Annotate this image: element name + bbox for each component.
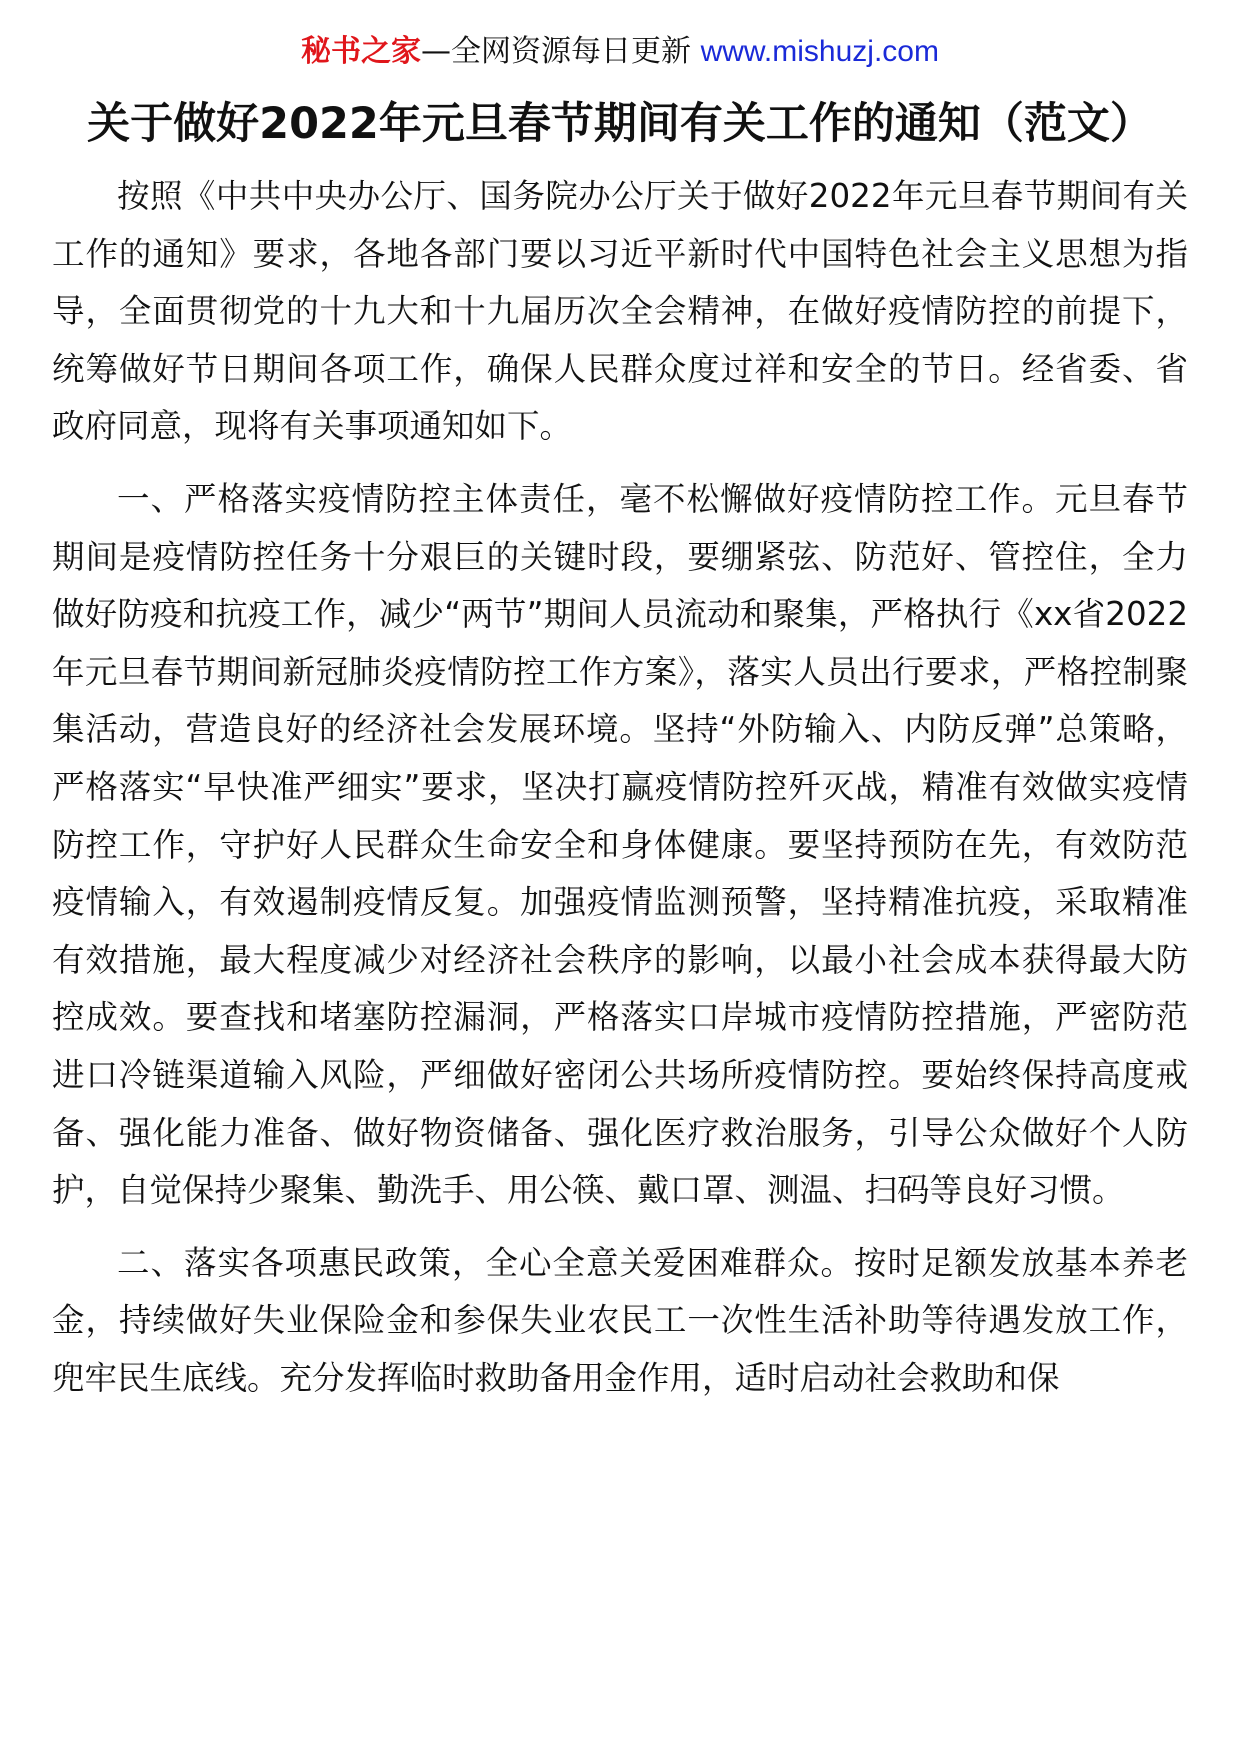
document-body bbox=[52, 168, 1188, 1422]
paragraph-intro: 按照《中共中央办公厅、国务院办公厅关于做好2022年元旦春节期间有关工作的通知》要求，各地各部门要以习近平新时代中国特色社会主义思想为指导，全面贯彻党的十九大和十九届历次全会精神，在做好疫情防控的前提下，统筹做好节日期间各项工作，确保人民群众度过祥和安全的节日。经省委、省政府同意，现将有关事项通知如下。 bbox=[52, 177, 1188, 446]
site-name: 秘书之家 bbox=[301, 34, 422, 69]
site-url-link[interactable]: www.mishuzj.com bbox=[700, 35, 939, 68]
paragraph-section-1: 一、严格落实疫情防控主体责任，毫不松懈做好疫情防控工作。元旦春节期间是疫情防控任务十分艰巨的关键时段，要绷紧弦、防范好、管控住，全力做好防疫和抗疫工作，减少“两节”期间人员流动和聚集，严格执行《xx省2022年元旦春节期间新冠肺炎疫情防控工作方案》，落实人员出行要求，严格控制聚集活动，营造良好的经济社会发展环境。坚持“外防输入、内防反弹”总策略，严格落实“早快准严细实”要求，坚决打赢疫情防控歼灭战，精准有效做实疫情防控工作，守护好人民群众生命安全和身体健康。要坚持预防在先，有效防范疫情输入，有效遏制疫情反复。加强疫情监测预警，坚持精准抗疫，采取精准有效措施，最大程度减少对经济社会秩序的影响，以最小社会成本获得最大防控成效。要查找和堵塞防控漏洞，严格落实口岸城市疫情防控措施，严密防范进口冷链渠道输入风险，严细做好密闭公共场所疫情防控。要始终保持高度戒备、强化能力准备、做好物资储备、强化医疗救治服务，引导公众做好个人防护，自觉保持少聚集、勤洗手、用公筷、戴口罩、测温、扫码等良好习惯。 bbox=[52, 479, 1188, 1210]
site-header bbox=[0, 30, 1240, 74]
paragraph-section-2: 二、落实各项惠民政策，全心全意关爱困难群众。按时足额发放基本养老金，持续做好失业保险金和参保失业农民工一次性生活补助等待遇发放工作，兜牢民生底线。充分发挥临时救助备用金作用，适时启动社会救助和保 bbox=[52, 1243, 1188, 1397]
site-slogan: —全网资源每日更新 bbox=[421, 34, 701, 69]
document-title: 关于做好2022年元旦春节期间有关工作的通知（范文） bbox=[87, 99, 1153, 149]
